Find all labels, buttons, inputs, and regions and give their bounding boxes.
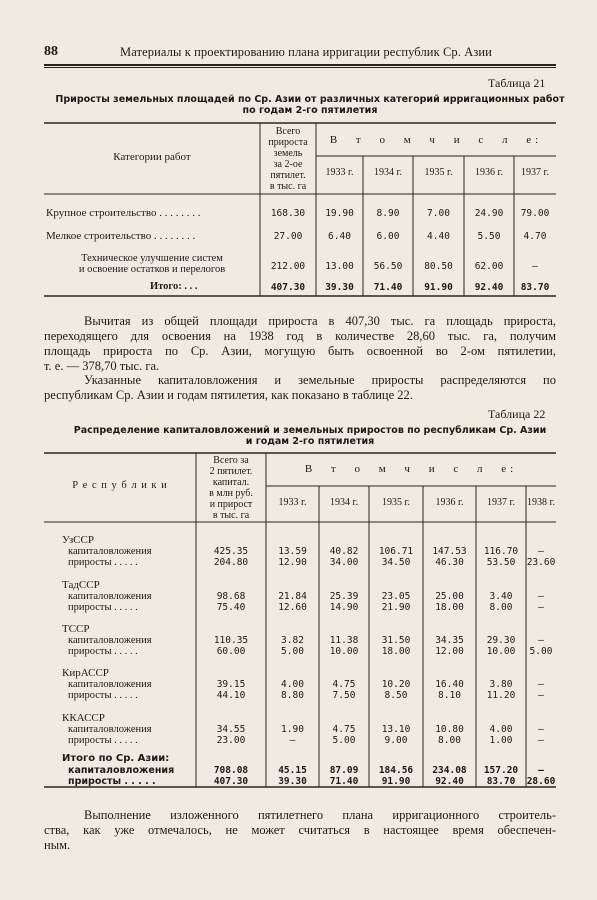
t22-g0-cap-1: 40.82 (329, 546, 359, 557)
t22-g0-cap-4: 116.70 (483, 546, 519, 557)
t22-g3-cap-5: — (538, 679, 544, 690)
t22-total-l1: 2 пятилет. (209, 466, 253, 477)
t22-g2-inc-4: 10.00 (486, 646, 516, 657)
t22-g0-name: УзССР (62, 534, 94, 546)
p3-line0: Выполнение изложенного пятилетнего плана ирригационного строитель- (84, 808, 556, 822)
t21-total-l0: Всего (275, 126, 301, 137)
t21-year-1: 1934 г. (374, 167, 402, 178)
t22-g2-name: ТССР (62, 623, 90, 635)
table21-title-line1: Приросты земельных площадей по Ср. Азии от различных категорий ирригационных работ (55, 94, 565, 105)
p1-line0: Вычитая из общей площади прироста в 407,30 тыс. га площадь прироста, (84, 314, 556, 328)
t22-g2-inc-label: приросты . . . . . (68, 646, 138, 657)
t22-g1-cap-2: 23.05 (381, 591, 411, 602)
t22-total-name: Итого по Ср. Азии: (62, 753, 170, 764)
t21-total-l5: в тыс. га (269, 181, 307, 192)
t21-row0-v2: 7.00 (427, 208, 450, 219)
table22-label: Таблица 22 (488, 407, 546, 421)
t21-total-l4: пятилет. (270, 170, 306, 181)
t22-total-l3: в млн руб. (209, 488, 253, 499)
t22-year-1: 1934 г. (330, 497, 358, 508)
t22-g3-cap-1: 4.75 (332, 679, 356, 690)
t21-row1-name: Мелкое строительство . . . . . . . . (46, 230, 196, 242)
t22-g2-inc-5: 5.00 (529, 646, 553, 657)
t22-g3-name: КирАССР (62, 667, 109, 679)
t22-col-including: В т о м ч и с л е: (304, 463, 518, 475)
t21-row2-name (46, 253, 258, 275)
t22-g4-inc-total: 23.00 (216, 735, 246, 746)
t22-total-cap-label: капиталовложения (68, 765, 175, 776)
t22-g0-inc-0: 12.90 (278, 557, 307, 568)
t22-total-inc-3: 92.40 (435, 776, 464, 787)
t22-total-inc-total: 407.30 (213, 776, 249, 787)
t21-row0-total: 168.30 (270, 208, 306, 219)
t22-g0-inc-2: 34.50 (381, 557, 411, 568)
p3-line2: ным. (44, 838, 71, 852)
t22-g3-cap-label: капиталовложения (68, 679, 152, 690)
t22-total-inc-5: 28.60 (526, 776, 556, 787)
t22-g3-inc-3: 8.10 (438, 690, 461, 701)
t21-total-v4: 83.70 (520, 282, 550, 293)
t21-row0-v1: 8.90 (376, 208, 400, 219)
t21-col-including: В т о м ч и с л е: (329, 134, 543, 146)
paragraph-3 (44, 808, 556, 853)
t22-g2-inc-3: 12.00 (435, 646, 464, 657)
t22-year-2: 1935 г. (382, 497, 410, 508)
t22-g1-inc-label: приросты . . . . . (68, 602, 138, 613)
t21-row1-total: 27.00 (273, 231, 303, 242)
t22-g2-cap-5: — (538, 635, 544, 646)
t22-col-total (196, 455, 266, 521)
t21-total-v3: 92.40 (474, 282, 504, 293)
t21-row1-v0: 6.40 (328, 231, 351, 242)
t22-g0-inc-total: 204.80 (213, 557, 249, 568)
p2-line1: республикам Ср. Азии и годам пятилетия, как показано в таблице 22. (44, 388, 413, 402)
t22-g0-inc-3: 46.30 (435, 557, 464, 568)
t22-g4-cap-2: 13.10 (381, 724, 411, 735)
t21-total-total: 407.30 (270, 282, 306, 293)
t22-g2-cap-3: 34.35 (435, 635, 464, 646)
t22-year-3: 1936 г. (435, 497, 464, 508)
t22-g4-cap-label: капиталовложения (68, 724, 152, 735)
t22-g4-cap-5: — (538, 724, 544, 735)
t22-g3-inc-1: 7.50 (332, 690, 356, 701)
t22-g0-cap-0: 13.59 (278, 546, 307, 557)
t22-col-republic: Р е с п у б л и к и (72, 480, 168, 491)
t22-g1-cap-total: 98.68 (216, 591, 246, 602)
t21-row1-v2: 4.40 (427, 231, 450, 242)
paragraph-1 (44, 314, 556, 374)
t22-g1-cap-5: — (538, 591, 544, 602)
t21-total-v1: 71.40 (373, 282, 403, 293)
t21-row2-v1: 56.50 (373, 261, 403, 272)
t22-total-inc-0: 39.30 (278, 776, 307, 787)
t22-g0-inc-1: 34.00 (329, 557, 359, 568)
t22-total-inc-label: приросты . . . . . (68, 776, 156, 787)
t22-year-0: 1933 г. (278, 497, 307, 508)
t22-g4-cap-3: 10.80 (435, 724, 464, 735)
t21-row2-name-l1: Техническое улучшение систем (81, 253, 223, 264)
t22-g1-name: ТадССР (62, 579, 100, 591)
t22-g4-inc-0: — (289, 735, 296, 746)
t22-g0-inc-label: приросты . . . . . (68, 557, 138, 568)
t21-row0-v4: 79.00 (520, 208, 550, 219)
t22-g4-inc-2: 9.00 (384, 735, 408, 746)
t22-g0-inc-5: 23.60 (526, 557, 556, 568)
t21-col-category: Категории работ (113, 151, 191, 163)
t22-g4-inc-4: 1.00 (489, 735, 513, 746)
t22-total-cap-1: 87.09 (329, 765, 359, 776)
t22-g3-cap-total: 39.15 (216, 679, 246, 690)
t22-g1-cap-label: капиталовложения (68, 591, 152, 602)
t22-total-inc-4: 83.70 (486, 776, 516, 787)
t22-total-cap-0: 45.15 (278, 765, 307, 776)
t22-g3-inc-2: 8.50 (384, 690, 408, 701)
t21-year-2: 1935 г. (424, 167, 453, 178)
t22-g0-cap-total: 425.35 (213, 546, 249, 557)
t22-g3-inc-4: 11.20 (486, 690, 516, 701)
t22-total-cap-total: 708.08 (213, 765, 249, 776)
t22-g2-inc-0: 5.00 (281, 646, 304, 657)
t21-total-l2: земель (273, 148, 303, 159)
t21-total-v2: 91.90 (424, 282, 453, 293)
t22-g2-inc-total: 60.00 (216, 646, 246, 657)
t22-g4-cap-4: 4.00 (489, 724, 513, 735)
t22-g4-inc-1: 5.00 (332, 735, 356, 746)
t22-g0-inc-4: 53.50 (486, 557, 516, 568)
t22-g2-cap-total: 110.35 (213, 635, 249, 646)
t22-total-inc-2: 91.90 (381, 776, 411, 787)
t22-g4-name: ККАССР (62, 712, 105, 724)
t22-g4-cap-0: 1.90 (281, 724, 304, 735)
t22-g1-inc-2: 21.90 (381, 602, 411, 613)
t22-g1-inc-total: 75.40 (216, 602, 246, 613)
t22-g4-inc-label: приросты . . . . . (68, 735, 138, 746)
t22-g3-cap-0: 4.00 (281, 679, 304, 690)
t22-g3-inc-5: — (538, 690, 544, 701)
t22-total-l2: капитал. (212, 477, 250, 488)
t21-year-3: 1936 г. (475, 167, 503, 178)
p1-line3: т. е. — 378,70 тыс. га. (44, 359, 160, 373)
t21-total-l3: за 2-ое (273, 159, 303, 170)
t22-g3-cap-4: 3.80 (489, 679, 513, 690)
t22-g2-inc-2: 18.00 (381, 646, 411, 657)
t21-row2-v4: — (532, 261, 538, 272)
t22-g1-inc-4: 8.00 (489, 602, 513, 613)
t22-g1-cap-4: 3.40 (489, 591, 513, 602)
table21-title-line2: по годам 2-го пятилетия (242, 105, 378, 116)
t22-year-5: 1938 г. (527, 497, 555, 508)
t22-g1-cap-0: 21.84 (278, 591, 307, 602)
table22-title (44, 425, 576, 447)
t22-total-inc-1: 71.40 (329, 776, 359, 787)
t21-year-0: 1933 г. (325, 167, 354, 178)
t22-g4-cap-1: 4.75 (332, 724, 356, 735)
paragraph-2 (44, 373, 556, 403)
t21-row2-v3: 62.00 (474, 261, 504, 272)
t22-total-cap-5: — (538, 765, 544, 776)
table22-title-line1: Распределение капиталовложений и земельных приростов по республикам Ср. Азии (73, 425, 547, 436)
table22-title-line2: и годам 2-го пятилетия (245, 436, 375, 447)
t21-row0-v3: 24.90 (474, 208, 504, 219)
t21-row0-name: Крупное строительство . . . . . . . . (46, 207, 201, 219)
t22-g3-cap-2: 10.20 (381, 679, 411, 690)
t21-row1-v3: 5.50 (477, 231, 501, 242)
t21-row2-name-l2: и освоение остатков и перелогов (78, 264, 226, 275)
t21-row2-v0: 13.00 (325, 261, 354, 272)
t22-total-l0: Всего за (213, 455, 249, 466)
t22-total-cap-2: 184.56 (378, 765, 414, 776)
t22-g1-inc-5: — (538, 602, 544, 613)
t22-g2-cap-0: 3.82 (281, 635, 304, 646)
t21-row0-v0: 19.90 (325, 208, 354, 219)
t22-g3-inc-total: 44.10 (216, 690, 246, 701)
t22-g4-cap-total: 34.55 (216, 724, 246, 735)
t22-g1-cap-3: 25.00 (435, 591, 464, 602)
table21-label: Таблица 21 (488, 76, 546, 90)
t22-g2-inc-1: 10.00 (329, 646, 359, 657)
t22-g1-inc-1: 14.90 (329, 602, 359, 613)
t21-row1-v4: 4.70 (523, 231, 547, 242)
p1-line2: площадь прироста по Ср. Азии, могущую быть освоенной во 2-ом пятилетии, (44, 344, 556, 358)
t22-total-l5: в тыс. га (212, 510, 250, 521)
t22-g3-inc-label: приросты . . . . . (68, 690, 138, 701)
t22-g3-inc-0: 8.80 (281, 690, 304, 701)
t22-g0-cap-3: 147.53 (432, 546, 467, 557)
page-number: 88 (44, 44, 58, 59)
t21-row1-v1: 6.00 (376, 231, 400, 242)
p3-line1: ства, как уже отмечалось, не может считаться в настоящее время обеспечен- (44, 823, 556, 837)
t22-g4-inc-5: — (538, 735, 544, 746)
t21-row2-total: 212.00 (270, 261, 306, 272)
t22-g0-cap-label: капиталовложения (68, 546, 152, 557)
t21-row2-v2: 80.50 (424, 261, 453, 272)
t22-g2-cap-1: 11.38 (329, 635, 359, 646)
t21-col-total (260, 126, 316, 192)
t22-total-l4: и прирост (209, 499, 253, 510)
t21-year-4: 1937 г. (521, 167, 549, 178)
running-title: Материалы к проектированию плана ирригации республик Ср. Азии (120, 45, 492, 59)
t22-year-4: 1937 г. (487, 497, 515, 508)
t22-g1-inc-0: 12.60 (278, 602, 307, 613)
t22-g4-inc-3: 8.00 (438, 735, 461, 746)
t22-g1-cap-1: 25.39 (329, 591, 359, 602)
t22-g2-cap-2: 31.50 (381, 635, 411, 646)
p2-line0: Указанные капиталовложения и земельные приросты распределяются по (84, 373, 556, 387)
t22-g0-cap-2: 106.71 (378, 546, 414, 557)
t22-g1-inc-3: 18.00 (435, 602, 464, 613)
t22-total-cap-3: 234.08 (432, 765, 467, 776)
t21-total-v0: 39.30 (325, 282, 354, 293)
p1-line1: переходящего для освоения на 1938 год в количестве 28,60 тыс. га, получим (44, 329, 556, 343)
t21-total-l1: прироста (268, 137, 308, 148)
t22-g2-cap-label: капиталовложения (68, 635, 152, 646)
t21-total-name: Итого: . . . (150, 281, 198, 292)
t22-g0-cap-5: — (538, 546, 544, 557)
t22-g3-cap-3: 16.40 (435, 679, 464, 690)
t22-g2-cap-4: 29.30 (486, 635, 516, 646)
t22-total-cap-4: 157.20 (483, 765, 519, 776)
